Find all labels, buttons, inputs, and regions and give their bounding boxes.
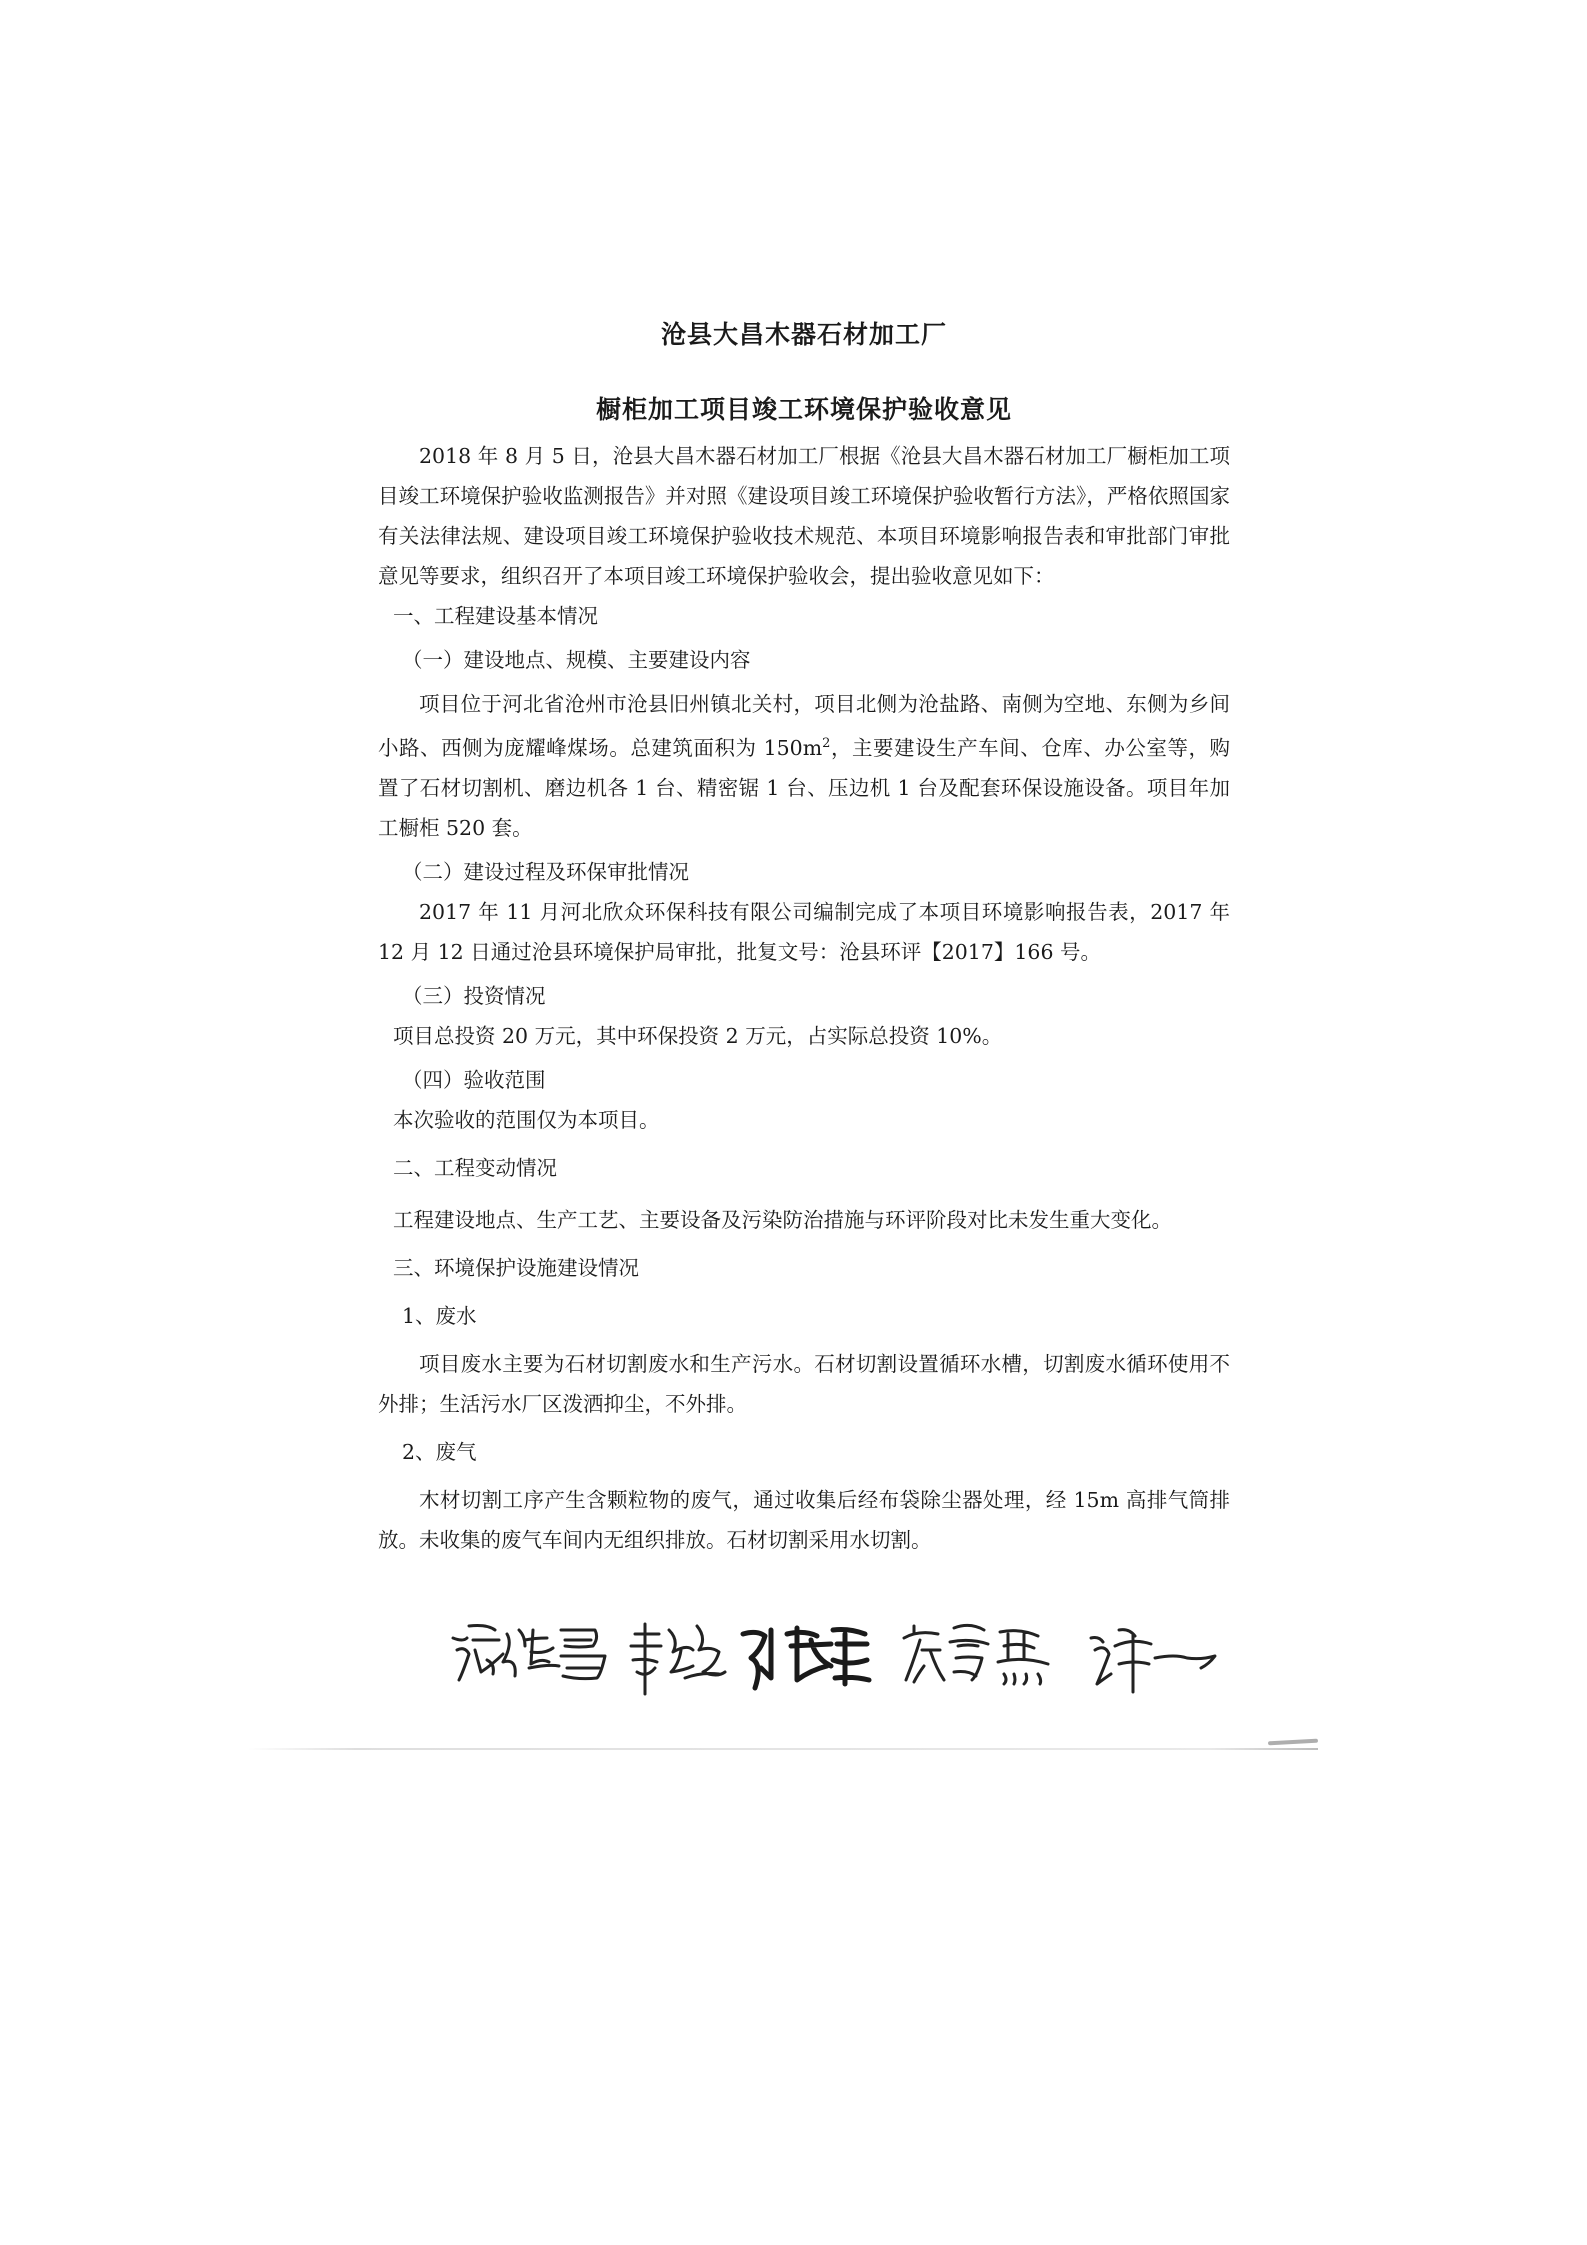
- section3-item2-heading: 2、废气: [402, 1439, 477, 1464]
- sub1-text-part-a: 项目位于河北省沧州市沧县旧州镇北关村，项目北侧为沧盐路、南侧为空地、东侧为乡间小路、西侧为庞耀峰煤场。总建筑面积为 150m: [378, 692, 1230, 760]
- sub1-superscript: 2: [822, 736, 831, 751]
- section2-text: 工程建设地点、生产工艺、主要设备及污染防治措施与环评阶段对比未发生重大变化。: [393, 1207, 1172, 1232]
- section1-sub2-heading: （二）建设过程及环保审批情况: [402, 859, 689, 884]
- signature-4: [900, 1616, 1070, 1701]
- signature-3: [737, 1616, 877, 1701]
- document-body: [378, 318, 1230, 1560]
- section1-sub1-text: [378, 684, 1230, 848]
- section2-heading: 二、工程变动情况: [393, 1155, 557, 1180]
- section1-heading: 一、工程建设基本情况: [393, 604, 598, 628]
- scan-mark: [1268, 1739, 1318, 1746]
- section3-item1-heading: 1、废水: [402, 1303, 477, 1328]
- sub1-text-part-b: ，主要建设生产车间、仓库、办公室等，购置了石材切割机、磨边机各 1 台、精密锯 1 台、压边机 1 台及配套环保设施设备。项目年加工橱柜 520 套。: [378, 735, 1230, 840]
- document-title-line1: 沧县大昌木器石材加工厂: [660, 320, 947, 349]
- scan-edge-line: [248, 1748, 1318, 1750]
- signature-1: [445, 1616, 620, 1701]
- section1-sub4-heading: （四）验收范围: [402, 1067, 546, 1092]
- section1-sub1-heading: （一）建设地点、规模、主要建设内容: [402, 648, 751, 672]
- section1-sub3-text: 项目总投资 20 万元，其中环保投资 2 万元，占实际总投资 10%。: [393, 1023, 1003, 1048]
- document-title-line2: 橱柜加工项目竣工环境保护验收意见: [595, 395, 1012, 424]
- signature-block: [445, 1616, 1225, 1706]
- signature-5: [1085, 1616, 1225, 1701]
- section3-item1-text: 项目废水主要为石材切割废水和生产污水。石材切割设置循环水槽，切割废水循环使用不外排；生活污水厂区泼洒抑尘，不外排。: [378, 1351, 1230, 1416]
- section3-item2-text: 木材切割工序产生含颗粒物的废气，通过收集后经布袋除尘器处理，经 15m 高排气筒排放。未收集的废气车间内无组织排放。石材切割采用水切割。: [378, 1487, 1230, 1552]
- section3-heading: 三、环境保护设施建设情况: [393, 1255, 639, 1280]
- section1-sub2-text: 2017 年 11 月河北欣众环保科技有限公司编制完成了本项目环境影响报告表，2017 年 12 月 12 日通过沧县环境保护局审批，批复文号：沧县环评【2017】166 号。: [378, 899, 1230, 964]
- section1-sub4-text: 本次验收的范围仅为本项目。: [393, 1107, 660, 1132]
- section1-sub3-heading: （三）投资情况: [402, 983, 546, 1008]
- intro-paragraph: 2018 年 8 月 5 日，沧县大昌木器石材加工厂根据《沧县大昌木器石材加工厂橱柜加工项目竣工环境保护验收监测报告》并对照《建设项目竣工环境保护验收暂行方法》，严格依照国家有关法律法规、建设项目竣工环境保护验收技术规范、本项目环境影响报告表和审批部门审批意见等要求，组织召开了本项目竣工环境保护验收会，提出验收意见如下：: [378, 444, 1230, 588]
- signature-2: [625, 1616, 735, 1701]
